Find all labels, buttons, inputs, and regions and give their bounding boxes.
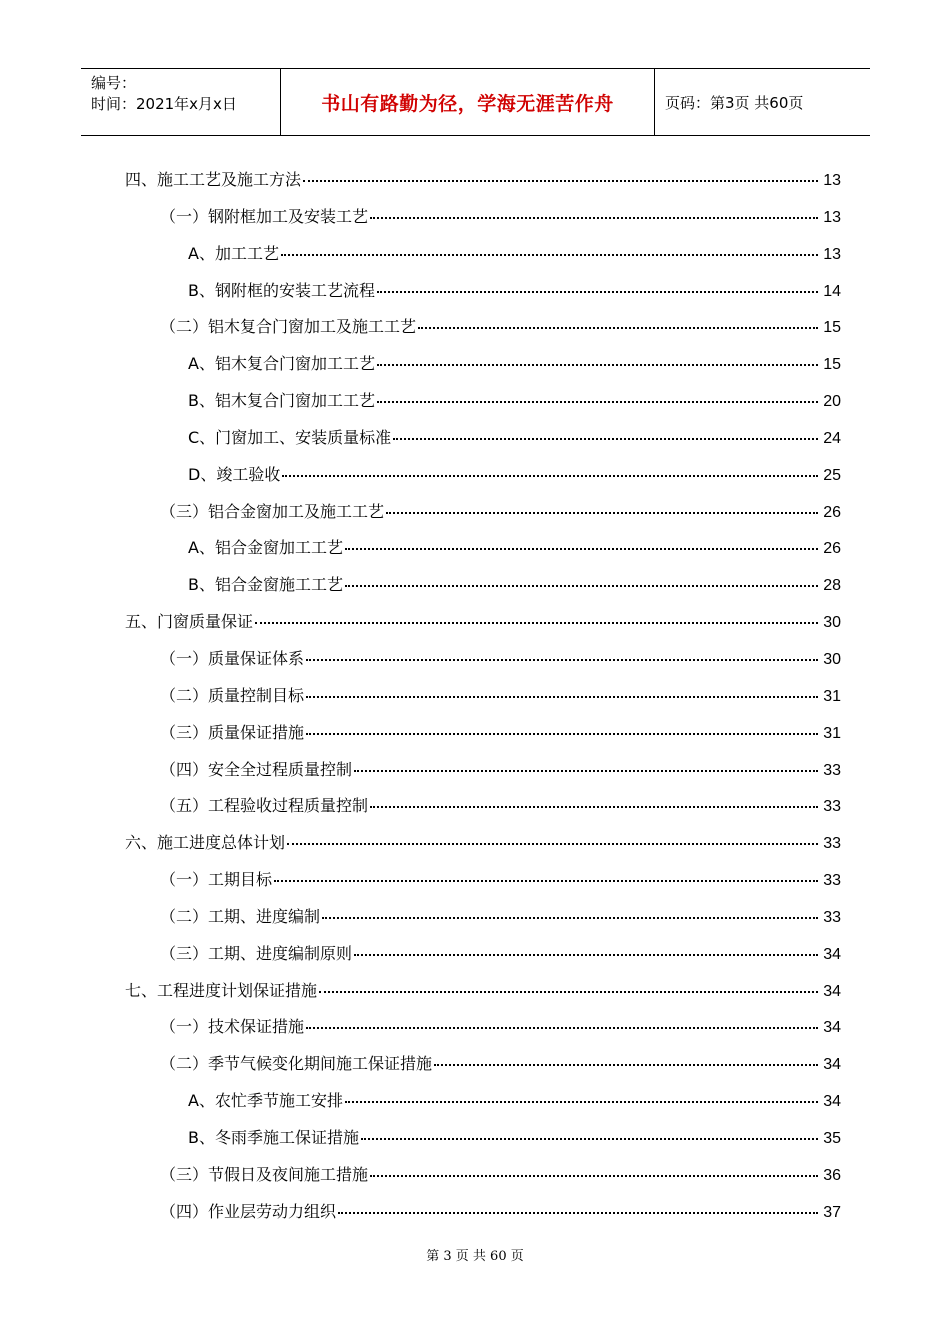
dot-leader	[282, 474, 818, 477]
document-number-label: 编号：	[91, 74, 137, 92]
toc-entry[interactable]	[0, 494, 950, 531]
toc-entry-label: D、竣工验收	[188, 464, 281, 484]
toc-entry-label: 六、施工进度总体计划	[125, 833, 286, 853]
toc-entry-page-number: 28	[823, 577, 841, 595]
header-page-info-cell	[655, 69, 870, 135]
toc-entry-page-number: 25	[823, 466, 841, 484]
table-of-contents	[0, 162, 950, 1230]
toc-entry-page-number: 13	[823, 172, 841, 189]
toc-entry-page-number: 26	[823, 503, 841, 521]
dot-leader	[354, 769, 818, 772]
toc-entry-page-number: 30	[823, 650, 841, 668]
toc-entry-page-number: 34	[823, 982, 841, 1000]
toc-entry[interactable]	[0, 899, 950, 936]
toc-entry-page-number: 20	[823, 393, 841, 411]
toc-entry[interactable]	[0, 678, 950, 715]
toc-entry[interactable]	[0, 457, 950, 494]
toc-entry-label: C、门窗加工、安装质量标准	[188, 427, 392, 447]
toc-entry-label: A、农忙季节施工安排	[188, 1091, 343, 1111]
dot-leader	[354, 953, 818, 956]
toc-entry-label: B、冬雨季施工保证措施	[188, 1127, 359, 1147]
toc-entry[interactable]	[0, 1009, 950, 1046]
dot-leader	[345, 584, 818, 587]
toc-entry[interactable]	[0, 1157, 950, 1194]
dot-leader	[306, 658, 818, 661]
dot-leader	[306, 1026, 818, 1029]
toc-entry[interactable]	[0, 641, 950, 678]
dot-leader	[274, 879, 818, 882]
toc-entry-label: A、铝合金窗加工工艺	[188, 538, 343, 558]
toc-entry[interactable]	[0, 1083, 950, 1120]
toc-entry[interactable]	[0, 862, 950, 899]
toc-entry-page-number: 26	[823, 540, 841, 558]
toc-entry-page-number: 15	[823, 356, 841, 374]
dot-leader	[418, 326, 818, 329]
dot-leader	[322, 916, 818, 919]
dot-leader	[345, 547, 818, 550]
toc-entry-label: （一）工期目标	[160, 870, 273, 890]
toc-entry-label: （二）质量控制目标	[160, 685, 305, 705]
toc-entry-label: （二）铝木复合门窗加工及施工工艺	[160, 317, 417, 337]
toc-entry-page-number: 36	[823, 1166, 841, 1184]
toc-entry-label: （三）节假日及夜间施工措施	[160, 1164, 369, 1184]
document-time-label: 时间：2021年x月x日	[91, 95, 237, 113]
dot-leader	[386, 511, 818, 514]
toc-entry-page-number: 24	[823, 429, 841, 447]
toc-entry-page-number: 33	[823, 908, 841, 926]
toc-entry-page-number: 34	[823, 945, 841, 963]
toc-entry-label: B、铝合金窗施工工艺	[188, 575, 343, 595]
toc-entry-label: 四、施工工艺及施工方法	[125, 170, 302, 189]
header-motto-cell	[281, 69, 655, 135]
toc-entry[interactable]	[0, 567, 950, 604]
toc-entry-label: B、铝木复合门窗加工工艺	[188, 391, 375, 411]
toc-entry-label: B、钢附框的安装工艺流程	[188, 280, 375, 300]
dot-leader	[361, 1137, 818, 1140]
dot-leader	[306, 732, 818, 735]
header-motto: 书山有路勤为径，学海无涯苦作舟	[321, 92, 614, 115]
dot-leader	[377, 290, 818, 293]
dot-leader	[338, 1211, 818, 1214]
dot-leader	[345, 1100, 818, 1103]
toc-entry[interactable]	[0, 1120, 950, 1157]
toc-entry-page-number: 13	[823, 245, 841, 263]
dot-leader	[370, 805, 818, 808]
toc-entry-page-number: 31	[823, 724, 841, 742]
toc-entry[interactable]	[0, 715, 950, 752]
toc-entry-page-number: 34	[823, 1019, 841, 1037]
toc-entry-page-number: 37	[823, 1203, 841, 1221]
toc-entry[interactable]	[0, 1194, 950, 1231]
toc-entry-label: （五）工程验收过程质量控制	[160, 796, 369, 816]
toc-entry[interactable]	[0, 383, 950, 420]
toc-entry-label: （三）质量保证措施	[160, 722, 305, 742]
toc-entry-page-number: 33	[823, 872, 841, 890]
toc-entry[interactable]	[0, 346, 950, 383]
toc-entry-page-number: 31	[823, 687, 841, 705]
toc-entry[interactable]	[0, 309, 950, 346]
toc-entry-label: （三）铝合金窗加工及施工工艺	[160, 501, 385, 521]
toc-entry[interactable]	[0, 236, 950, 273]
dot-leader	[319, 990, 818, 993]
page-footer: 第 3 页 共 60 页	[426, 1249, 524, 1264]
toc-entry-label: （一）质量保证体系	[160, 648, 305, 668]
toc-entry[interactable]	[0, 752, 950, 789]
toc-entry-page-number: 13	[823, 208, 841, 226]
toc-entry-label: 五、门窗质量保证	[125, 612, 254, 632]
dot-leader	[281, 253, 818, 256]
toc-entry-label: （四）作业层劳动力组织	[160, 1201, 337, 1221]
dot-leader	[303, 179, 818, 182]
toc-entry[interactable]	[0, 1046, 950, 1083]
header-meta	[81, 69, 281, 135]
dot-leader	[393, 437, 818, 440]
toc-entry[interactable]	[0, 420, 950, 457]
toc-entry-label: （四）安全全过程质量控制	[160, 759, 353, 779]
toc-entry[interactable]	[0, 199, 950, 236]
toc-entry-label: （一）技术保证措施	[160, 1017, 305, 1037]
toc-entry-label: A、加工工艺	[188, 243, 279, 263]
dot-leader	[255, 621, 818, 624]
toc-entry-label: （三）工期、进度编制原则	[160, 943, 353, 963]
toc-entry-label: 七、工程进度计划保证措施	[125, 980, 318, 1000]
toc-entry-label: A、铝木复合门窗加工工艺	[188, 354, 375, 374]
dot-leader	[377, 363, 818, 366]
toc-entry-page-number: 35	[823, 1129, 841, 1147]
toc-entry[interactable]	[0, 825, 950, 862]
dot-leader	[377, 400, 818, 403]
toc-entry[interactable]	[0, 273, 950, 310]
toc-entry-page-number: 33	[823, 835, 841, 853]
toc-entry-page-number: 33	[823, 798, 841, 816]
dot-leader	[306, 695, 818, 698]
toc-entry[interactable]	[0, 604, 950, 641]
toc-entry-page-number: 14	[823, 282, 841, 300]
toc-entry[interactable]	[0, 936, 950, 973]
dot-leader	[287, 842, 818, 845]
toc-entry-label: （一）钢附框加工及安装工艺	[160, 206, 369, 226]
toc-entry[interactable]	[0, 530, 950, 567]
page-header	[81, 68, 870, 136]
toc-entry[interactable]	[0, 973, 950, 1010]
toc-entry-page-number: 15	[823, 319, 841, 337]
toc-entry-page-number: 33	[823, 761, 841, 779]
header-page-info: 页码：第3页 共60页	[665, 93, 804, 112]
toc-entry[interactable]	[0, 162, 950, 199]
toc-entry-label: （二）季节气候变化期间施工保证措施	[160, 1054, 433, 1074]
dot-leader	[434, 1063, 818, 1066]
dot-leader	[370, 1174, 818, 1177]
dot-leader	[370, 216, 818, 219]
toc-entry-page-number: 34	[823, 1093, 841, 1111]
toc-entry-page-number: 34	[823, 1056, 841, 1074]
toc-entry-page-number: 30	[823, 614, 841, 632]
toc-entry-label: （二）工期、进度编制	[160, 906, 321, 926]
toc-entry[interactable]	[0, 788, 950, 825]
